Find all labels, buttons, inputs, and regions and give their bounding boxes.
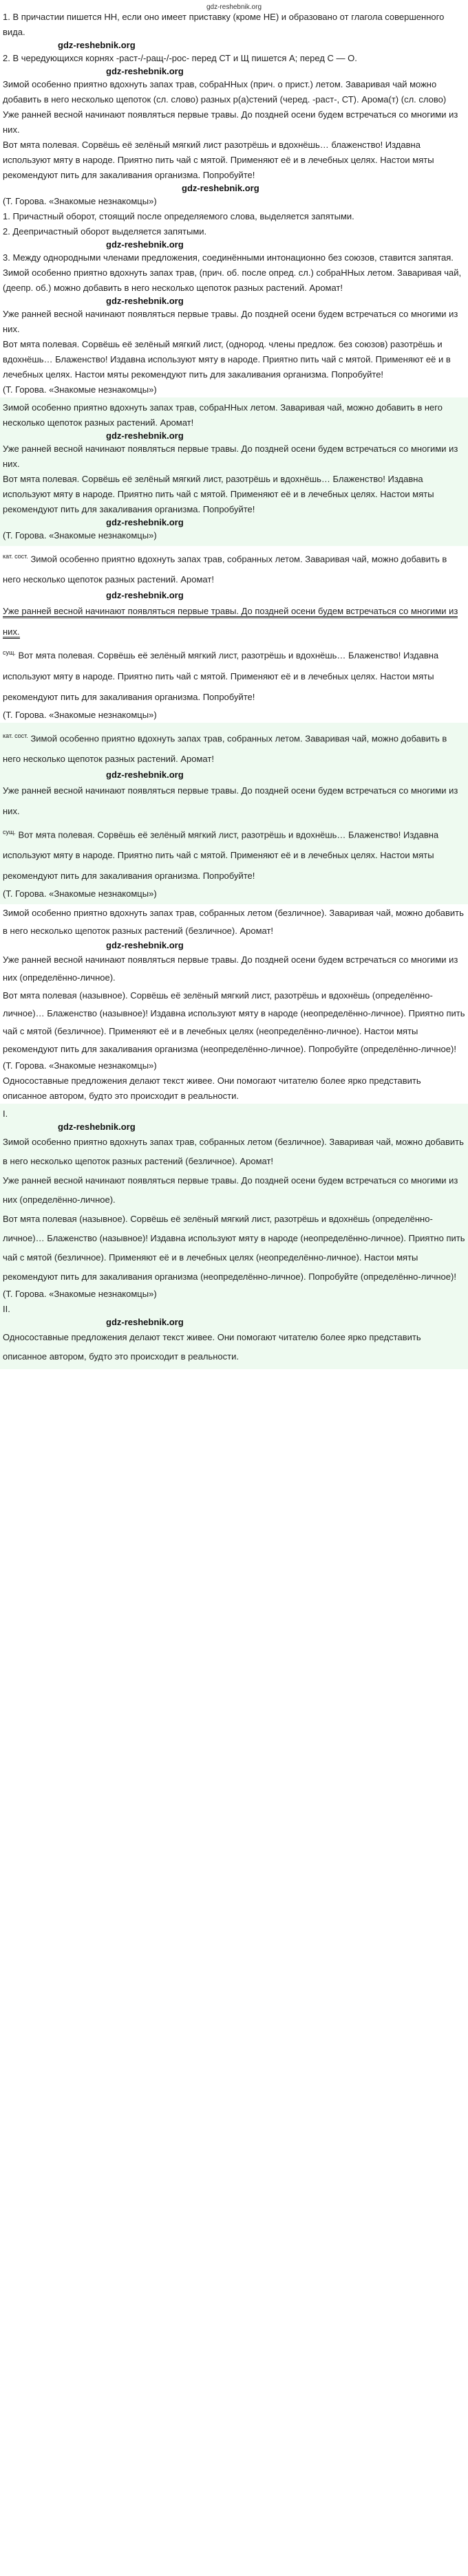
- text1-section: [0, 66, 468, 209]
- rules-section: [0, 209, 468, 265]
- watermark: gdz-reshebnik.org: [106, 769, 184, 780]
- intro-rule-2: 2. В чередующихся корнях -раст-/-ращ-/-рос- перед СТ и Щ пишется А; перед С — О.: [3, 53, 357, 63]
- text6-conclusion: Односоставные предложения делают текст живее. Они помогают читателю более ярко представить описанное автором, будто это происходит в реальности.: [3, 1076, 421, 1102]
- watermark: gdz-reshebnik.org: [106, 517, 184, 527]
- text7-section: [0, 1104, 468, 1369]
- text5-section: [0, 723, 468, 905]
- text1-para-2: Уже ранней весной начинают появляться первые травы. До поздней осени будем встречаться со многими из них.: [3, 109, 458, 135]
- watermark: gdz-reshebnik.org: [106, 239, 184, 250]
- text6-section: [0, 904, 468, 1104]
- text3-para-3: Вот мята полевая. Сорвёшь её зелёный мягкий лист, разотрёшь и вдохнёшь… Блаженство! Издавна используют мяту в народе. Приятно пить чай с мятой. Применяют её и в лечебных целях. Настои мяты рекомендуют пить для закаливания организма. Попробуйте!: [3, 474, 434, 514]
- intro-rule-1: 1. В причастии пишется НН, если оно имеет приставку (кроме НЕ) и образовано от глагола совершенного вида.: [3, 12, 445, 37]
- final-conclusion: Односоставные предложения делают текст живее. Они помогают читателю более ярко представить описанное автором, будто это происходит в реальности.: [3, 1332, 421, 1362]
- watermark: gdz-reshebnik.org: [58, 40, 136, 50]
- text5-para-2: Уже ранней весной начинают появляться первые травы. До поздней осени будем встречаться со многими из них.: [3, 785, 458, 816]
- text2-para-3: Вот мята полевая. Сорвёшь её зелёный мягкий лист, (однород. члены предлож. без союзов) разотрёшь и вдохнёшь… Блаженство! Издавна используют мяту в народе. Приятно пить чай с мятой. Применяют её и в лечебных целях. Настои мяты рекомендуют пить для закаливания организма. Попробуйте!: [3, 339, 451, 380]
- watermark: gdz-reshebnik.org: [182, 183, 259, 193]
- text1-source: (Т. Горова. «Знакомые незнакомцы»): [3, 196, 157, 206]
- text4-source: (Т. Горова. «Знакомые незнакомцы»): [3, 709, 157, 720]
- label-II: II.: [3, 1304, 10, 1315]
- label-I: I.: [3, 1109, 8, 1120]
- site-watermark-top: gdz-reshebnik.org: [206, 3, 262, 11]
- text6-para-1: Зимой особенно приятно вдохнуть запах трав, собранных летом (безличное). Заваривая чай, можно добавить в него несколько щепоток разных растений (безличное). Аромат!: [3, 908, 464, 937]
- text6-source: (Т. Горова. «Знакомые незнакомцы»): [3, 1060, 157, 1071]
- intro-section: [0, 10, 468, 66]
- text3-section: [0, 397, 468, 546]
- text4-para-3: $^{сущ.}$ Вот мята полевая. Сорвёшь её зелёный мягкий лист, разотрёшь и вдохнёшь… Блаженство! Издавна используют мяту в народе. Приятно пить чай с мятой. Применяют её и в лечебных целях. Настои мяты рекомендуют пить для закаливания организма. Попробуйте!: [3, 649, 439, 702]
- watermark: gdz-reshebnik.org: [106, 430, 184, 441]
- text6-para-2: Уже ранней весной начинают появляться первые травы. До поздней осени будем встречаться со многими из них (определённо-личное).: [3, 954, 458, 983]
- text4-section: [0, 546, 468, 723]
- watermark: gdz-reshebnik.org: [106, 66, 184, 76]
- rule-1: 1. Причастный оборот, стоящий после определяемого слова, выделяется запятыми.: [3, 211, 354, 221]
- text7-para-3: Вот мята полевая (назывное). Сорвёшь её зелёный мягкий лист, разотрёшь и вдохнёшь (определённо-личное)… Блаженство (назывное)! Издавна используют мяту в народе (неопределённо-личное). Приятно пить чай с мятой (безличное). Применяют её и в лечебных целях (неопределённо-личное). Настои мяты рекомендуют пить для закаливания организма (неопределённо-личное). Попробуйте (определённо-личное)!: [3, 1214, 465, 1282]
- text2-para-2: Уже ранней весной начинают появляться первые травы. До поздней осени будем встречаться со многими из них.: [3, 309, 458, 334]
- text7-para-1: Зимой особенно приятно вдохнуть запах трав, собранных летом (безличное). Заваривая чай, можно добавить в него несколько щепоток разных растений (безличное). Аромат!: [3, 1137, 464, 1167]
- text2-para-1: Зимой особенно приятно вдохнуть запах трав, (прич. об. после опред. сл.) собраННых летом. Заваривая чай, (деепр. об.) можно добавить в него несколько щепоток разных растений. Аромат!: [3, 268, 462, 293]
- text4-para-1: $^{кат. сост.}$ Зимой особенно приятно вдохнуть запах трав, собранных летом. Заваривая чай, можно добавить в него несколько щепоток разных растений. Аромат!: [3, 553, 447, 585]
- watermark: gdz-reshebnik.org: [106, 940, 184, 951]
- text3-source: (Т. Горова. «Знакомые незнакомцы»): [3, 530, 157, 541]
- watermark: gdz-reshebnik.org: [58, 1122, 136, 1133]
- text2-section: [0, 265, 468, 397]
- rule-2: 2. Деепричастный оборот выделяется запятыми.: [3, 226, 207, 237]
- text3-para-1: Зимой особенно приятно вдохнуть запах трав, собраННых летом. Заваривая чай, можно добавить в него несколько щепоток разных растений. Аромат!: [3, 402, 443, 428]
- rule-3: 3. Между однородными членами предложения, соединёнными интонационно без союзов, ставится запятая.: [3, 252, 454, 263]
- text6-para-3: Вот мята полевая (назывное). Сорвёшь её зелёный мягкий лист, разотрёшь и вдохнёшь (определённо-личное)… Блаженство (назывное)! Издавна используют мяту в народе (неопределённо-личное). Приятно пить чай с мятой (безличное). Применяют её и в лечебных целях (неопределённо-личное). Настои мяты рекомендуют пить для закаливания организма (неопределённо-личное). Попробуйте (определённо-личное)!: [3, 990, 465, 1055]
- text3-para-2: Уже ранней весной начинают появляться первые травы. До поздней осени будем встречаться со многими из них.: [3, 444, 458, 469]
- watermark: gdz-reshebnik.org: [106, 590, 184, 601]
- text5-para-3: $^{сущ.}$ Вот мята полевая. Сорвёшь её зелёный мягкий лист, разотрёшь и вдохнёшь… Блаженство! Издавна используют мяту в народе. Приятно пить чай с мятой. Применяют её и в лечебных целях. Настои мяты рекомендуют пить для закаливания организма. Попробуйте!: [3, 828, 439, 882]
- watermark: gdz-reshebnik.org: [106, 1317, 184, 1328]
- text7-para-2: Уже ранней весной начинают появляться первые травы. До поздней осени будем встречаться со многими из них (определённо-личное).: [3, 1175, 458, 1205]
- text2-source: (Т. Горова. «Знакомые незнакомцы»): [3, 384, 157, 395]
- text5-para-1: $^{кат. сост.}$ Зимой особенно приятно вдохнуть запах трав, собранных летом. Заваривая чай, можно добавить в него несколько щепоток разных растений. Аромат!: [3, 732, 447, 764]
- watermark: gdz-reshebnik.org: [106, 296, 184, 306]
- text1-para-3: Вот мята полевая. Сорвёшь её зелёный мягкий лист разотрёшь и вдохнёшь… блаженство! Издавна используют мяту в народе. Приятно пить чай с мятой. Применяют её и в лечебных целях. Настои мяты рекомендуют пить для закаливания организма. Попробуйте!: [3, 140, 434, 180]
- text7-source: (Т. Горова. «Знакомые незнакомцы»): [3, 1289, 157, 1300]
- text4-para-2: Уже ранней весной начинают появляться первые травы. До поздней осени будем встречаться со многими из них.: [3, 601, 465, 642]
- text5-source: (Т. Горова. «Знакомые незнакомцы»): [3, 888, 157, 899]
- text1-para-1: Зимой особенно приятно вдохнуть запах трав, собраННых (прич. о прист.) летом. Заваривая чай можно добавить в него несколько щепоток (сл. слово) разных р(а)стений (черед. -раст-, СТ). Арома(т) (сл. слово): [3, 79, 447, 105]
